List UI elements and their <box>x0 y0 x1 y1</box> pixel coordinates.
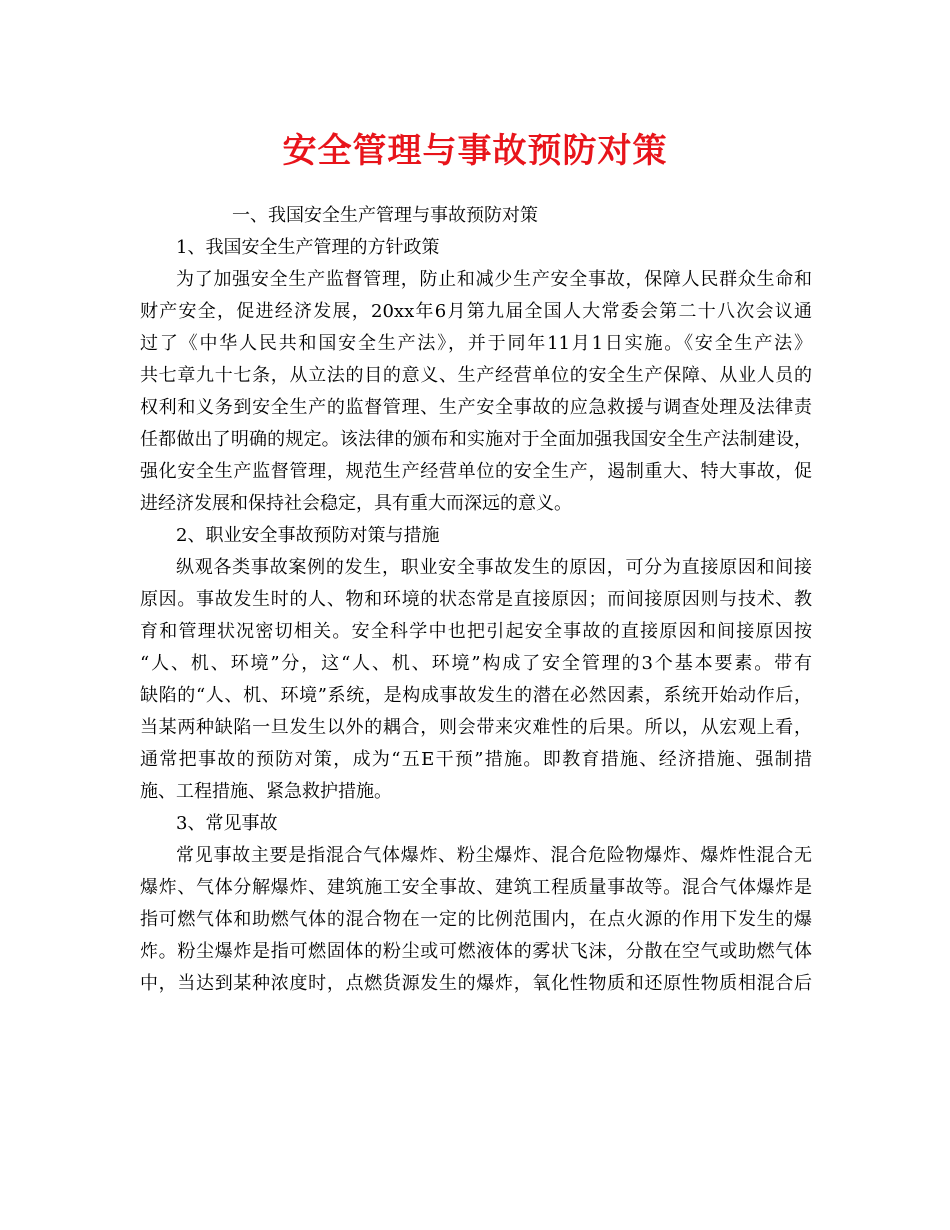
subsection-heading: 2、职业安全事故预防对策与措施 <box>176 525 440 546</box>
paragraph-line: 指可燃气体和助燃气体的混合物在一定的比例范围内，在点火源的作用下发生的爆 <box>140 909 812 930</box>
paragraph-line: 任都做出了明确的规定。该法律的颁布和实施对于全面加强我国安全生产法制建设， <box>140 429 812 450</box>
paragraph-line: 强化安全生产监督管理，规范生产经营单位的安全生产，遏制重大、特大事故，促 <box>140 461 812 482</box>
paragraph-line: 当某两种缺陷一旦发生以外的耦合，则会带来灾难性的后果。所以，从宏观上看， <box>140 717 812 738</box>
subsection-heading: 1、我国安全生产管理的方针政策 <box>176 237 440 258</box>
paragraph-line: 进经济发展和保持社会稳定，具有重大而深远的意义。 <box>140 493 572 514</box>
paragraph-line: 炸。粉尘爆炸是指可燃固体的粉尘或可燃液体的雾状飞沫，分散在空气或助燃气体 <box>140 941 812 962</box>
section-heading: 一、我国安全生产管理与事故预防对策 <box>232 205 538 226</box>
paragraph-line: 常见事故主要是指混合气体爆炸、粉尘爆炸、混合危险物爆炸、爆炸性混合无 <box>176 845 812 866</box>
paragraph-line: “人、机、环境”分，这“人、机、环境”构成了安全管理的3个基本要素。带有 <box>140 653 812 674</box>
paragraph-line: 过了《中华人民共和国安全生产法》，并于同年11月1日实施。《安全生产法》 <box>140 333 812 354</box>
paragraph-line: 为了加强安全生产监督管理，防止和减少生产安全事故，保障人民群众生命和 <box>176 269 812 290</box>
paragraph-line: 原因。事故发生时的人、物和环境的状态常是直接原因；而间接原因则与技术、教 <box>140 589 812 610</box>
subsection-heading: 3、常见事故 <box>176 813 278 834</box>
paragraph-line: 中，当达到某种浓度时，点燃货源发生的爆炸，氧化性物质和还原性物质相混合后 <box>140 973 812 994</box>
paragraph-line: 通常把事故的预防对策，成为“五E干预”措施。即教育措施、经济措施、强制措 <box>140 749 812 770</box>
paragraph-line: 爆炸、气体分解爆炸、建筑施工安全事故、建筑工程质量事故等。混合气体爆炸是 <box>140 877 812 898</box>
paragraph-line: 共七章九十七条，从立法的目的意义、生产经营单位的安全生产保障、从业人员的 <box>140 365 812 386</box>
paragraph-line: 育和管理状况密切相关。安全科学中也把引起安全事故的直接原因和间接原因按 <box>140 621 812 642</box>
document-body <box>140 200 812 1000</box>
paragraph-line: 纵观各类事故案例的发生，职业安全事故发生的原因，可分为直接原因和间接 <box>176 557 812 578</box>
paragraph-line: 财产安全，促进经济发展，20xx年6月第九届全国人大常委会第二十八次会议通 <box>140 301 812 322</box>
document-title: 安全管理与事故预防对策 <box>282 131 668 171</box>
paragraph-line: 缺陷的“人、机、环境”系统，是构成事故发生的潜在必然因素，系统开始动作后， <box>140 685 812 706</box>
paragraph-line: 权利和义务到安全生产的监督管理、生产安全事故的应急救援与调查处理及法律责 <box>140 397 812 418</box>
paragraph-line: 施、工程措施、紧急救护措施。 <box>140 781 392 802</box>
